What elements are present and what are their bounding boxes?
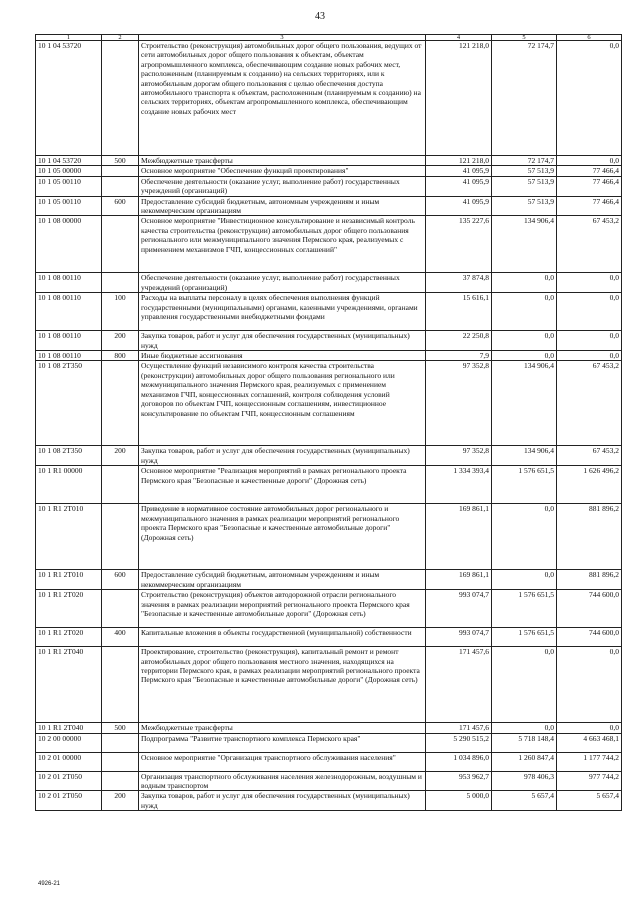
cell-name: Закупка товаров, работ и услуг для обеспечения государственных (муниципальных) нужд [139,446,426,466]
cell-amount-year3: 4 663 468,1 [557,733,622,752]
cell-amount-year3: 977 744,2 [557,771,622,791]
cell-amount-year1: 953 962,7 [426,771,492,791]
cell-name: Обеспечение деятельности (оказание услуг, выполнение работ) государственных учреждений (организаций) [139,273,426,293]
cell-name: Приведение в нормативное состояние автомобильных дорог регионального и межмуниципального значения в рамках реализации мероприятий регионального проекта Пермского края "Безопасные и качественные автомобильные дороги" (Дорожная сеть) [139,504,426,570]
cell-amount-year2: 0,0 [492,351,557,361]
cell-target-code: 10 1 R1 2T010 [36,570,102,590]
cell-amount-year1: 15 616,1 [426,293,492,331]
table-row [36,466,622,504]
cell-expense-type: 100 [102,293,139,331]
page-number: 43 [315,11,325,22]
table-row [36,723,622,733]
table-row [36,216,622,273]
cell-target-code: 10 1 R1 2T020 [36,628,102,647]
table-row [36,771,622,791]
cell-amount-year1: 5 290 515,2 [426,733,492,752]
table-row [36,331,622,351]
cell-amount-year2: 5 657,4 [492,791,557,811]
cell-expense-type: 600 [102,196,139,216]
cell-amount-year2: 134 906,4 [492,361,557,446]
cell-target-code: 10 1 04 53720 [36,41,102,156]
cell-amount-year3: 0,0 [557,723,622,733]
table-body [36,41,622,811]
cell-target-code: 10 1 R1 2T010 [36,504,102,570]
table-row [36,273,622,293]
cell-name: Осуществление функций независимого контроля качества строительства (реконструкции) автомобильных дорог общего пользования регионального или межмуниципального значения Пермского края, реализуемых с применением механизмов ГЧП, концессионных соглашений, контроля соблюдения условий договоров по объектам ГЧП, концессионным соглашениям, инвестиционное консультирование по объектам ГЧП, концессионным соглашениям [139,361,426,446]
table-row [36,156,622,166]
table-row [36,791,622,811]
cell-amount-year1: 993 074,7 [426,628,492,647]
cell-amount-year1: 1 334 393,4 [426,466,492,504]
cell-expense-type: 500 [102,723,139,733]
cell-name: Межбюджетные трансферты [139,723,426,733]
table-row [36,733,622,752]
cell-amount-year3: 0,0 [557,293,622,331]
cell-amount-year1: 7,9 [426,351,492,361]
cell-name: Предоставление субсидий бюджетным, автономным учреждениям и иным некоммерческим организациям [139,570,426,590]
cell-amount-year2: 72 174,7 [492,41,557,156]
table-row [36,176,622,196]
cell-amount-year1: 5 000,0 [426,791,492,811]
cell-expense-type [102,166,139,176]
cell-target-code: 10 1 05 00110 [36,176,102,196]
cell-expense-type: 200 [102,446,139,466]
cell-target-code: 10 1 08 2T350 [36,446,102,466]
cell-name: Основное мероприятие "Организация транспортного обслуживания населения" [139,752,426,771]
table-row [36,166,622,176]
cell-amount-year3: 881 896,2 [557,504,622,570]
cell-target-code: 10 2 00 00000 [36,733,102,752]
cell-target-code: 10 1 08 00000 [36,216,102,273]
cell-expense-type [102,466,139,504]
cell-expense-type: 200 [102,331,139,351]
cell-amount-year1: 41 095,9 [426,176,492,196]
cell-amount-year3: 744 600,0 [557,590,622,628]
cell-expense-type: 500 [102,156,139,166]
cell-expense-type [102,771,139,791]
column-number: 5 [492,35,557,41]
cell-expense-type [102,273,139,293]
cell-amount-year1: 1 034 896,0 [426,752,492,771]
cell-amount-year3: 67 453,2 [557,361,622,446]
cell-amount-year1: 22 250,8 [426,331,492,351]
cell-expense-type [102,647,139,723]
cell-expense-type [102,361,139,446]
cell-amount-year1: 135 227,6 [426,216,492,273]
cell-amount-year1: 171 457,6 [426,723,492,733]
cell-expense-type [102,752,139,771]
cell-amount-year3: 0,0 [557,273,622,293]
column-number: 6 [557,35,622,41]
cell-amount-year2: 0,0 [492,273,557,293]
cell-amount-year2: 978 406,3 [492,771,557,791]
cell-amount-year2: 134 906,4 [492,216,557,273]
cell-amount-year2: 72 174,7 [492,156,557,166]
cell-expense-type: 200 [102,791,139,811]
cell-target-code: 10 1 R1 2T020 [36,590,102,628]
table-row [36,361,622,446]
cell-target-code: 10 1 08 00110 [36,293,102,331]
cell-target-code: 10 1 08 00110 [36,273,102,293]
cell-expense-type [102,41,139,156]
cell-amount-year3: 67 453,2 [557,446,622,466]
cell-target-code: 10 2 01 00000 [36,752,102,771]
cell-target-code: 10 1 08 00110 [36,351,102,361]
cell-name: Закупка товаров, работ и услуг для обеспечения государственных (муниципальных) нужд [139,791,426,811]
cell-expense-type [102,590,139,628]
cell-amount-year1: 41 095,9 [426,196,492,216]
cell-amount-year2: 57 513,9 [492,166,557,176]
cell-amount-year1: 41 095,9 [426,166,492,176]
cell-name: Основное мероприятие "Реализация мероприятий в рамках регионального проекта Пермского края "Безопасные и качественные дороги" (Дорожная сеть) [139,466,426,504]
cell-amount-year3: 77 466,4 [557,166,622,176]
cell-amount-year1: 37 874,8 [426,273,492,293]
cell-amount-year2: 134 906,4 [492,446,557,466]
cell-target-code: 10 1 05 00000 [36,166,102,176]
cell-amount-year2: 0,0 [492,293,557,331]
cell-target-code: 10 1 R1 00000 [36,466,102,504]
cell-amount-year2: 57 513,9 [492,196,557,216]
cell-amount-year3: 0,0 [557,647,622,723]
cell-expense-type [102,216,139,273]
cell-amount-year2: 1 576 651,5 [492,590,557,628]
cell-amount-year1: 97 352,8 [426,446,492,466]
table-row [36,41,622,156]
document-code: 4926-21 [38,881,61,887]
cell-name: Иные бюджетные ассигнования [139,351,426,361]
cell-amount-year1: 121 218,0 [426,156,492,166]
budget-table [35,34,622,811]
cell-amount-year2: 0,0 [492,504,557,570]
cell-amount-year2: 5 718 148,4 [492,733,557,752]
cell-name: Обеспечение деятельности (оказание услуг, выполнение работ) государственных учреждений (организаций) [139,176,426,196]
cell-name: Предоставление субсидий бюджетным, автономным учреждениям и иным некоммерческим организациям [139,196,426,216]
table-row [36,504,622,570]
cell-name: Основное мероприятие "Обеспечение функций проектирования" [139,166,426,176]
cell-amount-year2: 1 576 651,5 [492,466,557,504]
cell-expense-type: 400 [102,628,139,647]
column-number: 4 [426,35,492,41]
cell-amount-year2: 1 576 651,5 [492,628,557,647]
table-row [36,647,622,723]
cell-name: Проектирование, строительство (реконструкция), капитальный ремонт и ремонт автомобильных дорог общего пользования местного значения, находящихся на территории Пермского края, в рамках реализации мероприятий регионального проекта Пермского края "Безопасные и качественные автомобильные дороги" (Дорожная сеть) [139,647,426,723]
cell-amount-year3: 0,0 [557,331,622,351]
cell-amount-year2: 57 513,9 [492,176,557,196]
cell-name: Строительство (реконструкция) автомобильных дорог общего пользования, ведущих от сети автомобильных дорог общего пользования к объектам, объектам агропромышленного комплекса, обеспечивающим создание новых рабочих мест, расположенным (планируемым к созданию) на сельских территориях, или к автомобильным дорогам общего пользования с целью обеспечения доступа автомобильного транспорта к объектам, расположенным (планируемым к созданию) на сельских территориях, объектам агропромышленного комплекса, обеспечивающим создание новых рабочих мест [139,41,426,156]
cell-amount-year1: 169 861,1 [426,504,492,570]
cell-expense-type: 800 [102,351,139,361]
cell-amount-year3: 1 626 496,2 [557,466,622,504]
cell-amount-year3: 1 177 744,2 [557,752,622,771]
cell-amount-year2: 0,0 [492,570,557,590]
cell-name: Закупка товаров, работ и услуг для обеспечения государственных (муниципальных) нужд [139,331,426,351]
cell-amount-year1: 993 074,7 [426,590,492,628]
cell-name: Межбюджетные трансферты [139,156,426,166]
cell-expense-type [102,176,139,196]
cell-target-code: 10 1 R1 2T040 [36,723,102,733]
cell-target-code: 10 1 05 00110 [36,196,102,216]
cell-expense-type [102,733,139,752]
cell-amount-year3: 0,0 [557,156,622,166]
cell-amount-year1: 171 457,6 [426,647,492,723]
cell-amount-year3: 77 466,4 [557,176,622,196]
table-row [36,446,622,466]
cell-target-code: 10 1 04 53720 [36,156,102,166]
cell-name: Капитальные вложения в объекты государственной (муниципальной) собственности [139,628,426,647]
cell-amount-year3: 0,0 [557,351,622,361]
table-row [36,570,622,590]
cell-target-code: 10 2 01 2T050 [36,791,102,811]
cell-name: Подпрограмма "Развитие транспортного комплекса Пермского края" [139,733,426,752]
cell-amount-year3: 5 657,4 [557,791,622,811]
cell-target-code: 10 1 08 2T350 [36,361,102,446]
table-row [36,752,622,771]
table-row [36,351,622,361]
column-number: 1 [36,35,102,41]
cell-amount-year1: 169 861,1 [426,570,492,590]
cell-amount-year3: 67 453,2 [557,216,622,273]
cell-name: Организация транспортного обслуживания населения железнодорожным, воздушным и водным транспортом [139,771,426,791]
cell-amount-year2: 1 260 847,4 [492,752,557,771]
cell-amount-year1: 97 352,8 [426,361,492,446]
cell-expense-type [102,504,139,570]
column-number: 2 [102,35,139,41]
column-number: 3 [139,35,426,41]
cell-target-code: 10 2 01 2T050 [36,771,102,791]
cell-amount-year3: 744 600,0 [557,628,622,647]
cell-expense-type: 600 [102,570,139,590]
cell-amount-year2: 0,0 [492,331,557,351]
table-row [36,628,622,647]
cell-amount-year2: 0,0 [492,723,557,733]
cell-amount-year3: 77 466,4 [557,196,622,216]
cell-amount-year1: 121 218,0 [426,41,492,156]
table-row [36,196,622,216]
cell-amount-year3: 0,0 [557,41,622,156]
table-row [36,590,622,628]
cell-name: Расходы на выплаты персоналу в целях обеспечения выполнения функций государственными (муниципальными) органами, казенными учреждениями, органами управления государственными внебюджетными фондами [139,293,426,331]
cell-target-code: 10 1 08 00110 [36,331,102,351]
cell-name: Основное мероприятие "Инвестиционное консультирование и независимый контроль качества строительства (реконструкции) автомобильных дорог общего пользования регионального или межмуниципального значения Пермского края, реализуемых с применением механизмов ГЧП, концессионных соглашений" [139,216,426,273]
cell-amount-year2: 0,0 [492,647,557,723]
cell-name: Строительство (реконструкция) объектов автодорожной отрасли регионального значения в рамках реализации мероприятий регионального проекта Пермского края "Безопасные и качественные автомобильные дороги" (Дорожная сеть) [139,590,426,628]
cell-target-code: 10 1 R1 2T040 [36,647,102,723]
table-row [36,293,622,331]
cell-amount-year3: 881 896,2 [557,570,622,590]
